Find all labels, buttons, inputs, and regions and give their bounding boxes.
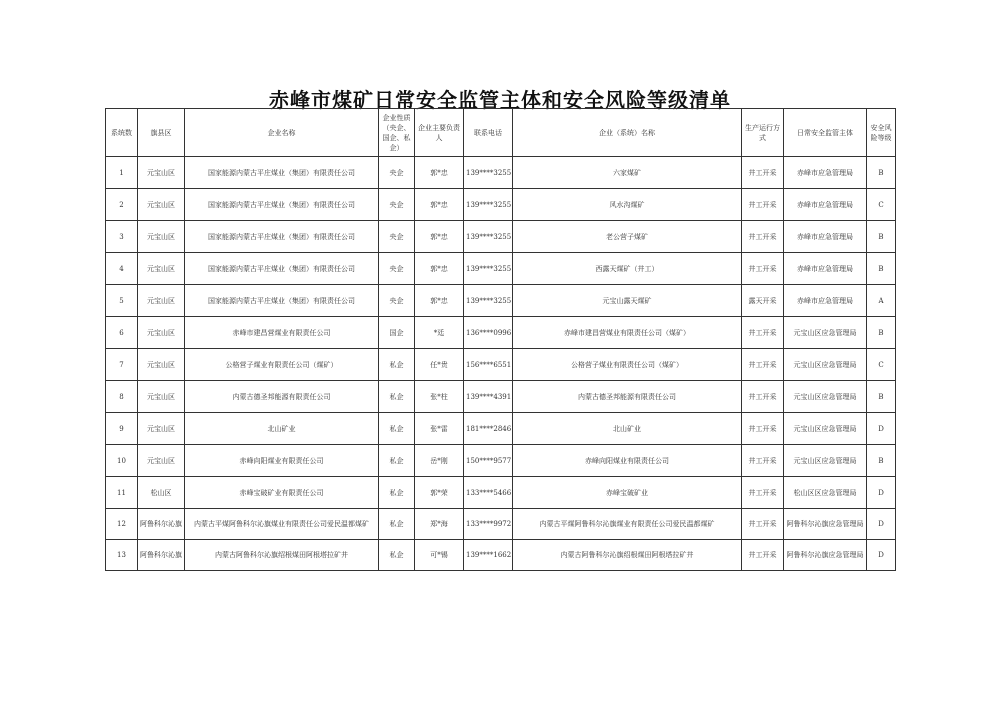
- cell-phone: 133****9972: [464, 509, 513, 540]
- cell-risk-level: C: [867, 349, 896, 381]
- cell-risk-level: B: [867, 445, 896, 477]
- cell-county: 元宝山区: [138, 445, 185, 477]
- cell-system-name: 内蒙古阿鲁科尔沁旗绍根煤田阿根塔拉矿井: [513, 540, 742, 571]
- cell-county: 元宝山区: [138, 157, 185, 189]
- cell-risk-level: B: [867, 253, 896, 285]
- cell-company: 国家能源内蒙古平庄煤业（集团）有限责任公司: [185, 285, 379, 317]
- cell-company: 国家能源内蒙古平庄煤业（集团）有限责任公司: [185, 157, 379, 189]
- cell-ownership: 国企: [379, 317, 415, 349]
- col-header-phone: 联系电话: [464, 109, 513, 157]
- cell-ownership: 央企: [379, 189, 415, 221]
- cell-company: 赤峰向阳煤业有限责任公司: [185, 445, 379, 477]
- cell-system-name: 元宝山露天煤矿: [513, 285, 742, 317]
- cell-ownership: 私企: [379, 477, 415, 509]
- cell-county: 阿鲁科尔沁旗: [138, 509, 185, 540]
- cell-mining-method: 井工开采: [742, 381, 784, 413]
- cell-index: 7: [106, 349, 138, 381]
- header-row: [106, 109, 896, 157]
- cell-ownership: 央企: [379, 157, 415, 189]
- cell-phone: 139****3255: [464, 285, 513, 317]
- table-row: [106, 509, 896, 540]
- cell-risk-level: B: [867, 317, 896, 349]
- cell-county: 元宝山区: [138, 221, 185, 253]
- cell-phone: 139****1662: [464, 540, 513, 571]
- cell-company: 国家能源内蒙古平庄煤业（集团）有限责任公司: [185, 189, 379, 221]
- cell-system-name: 西露天煤矿（井工）: [513, 253, 742, 285]
- col-header-index: 系统数: [106, 109, 138, 157]
- cell-supervisor: 松山区区应急管理局: [784, 477, 867, 509]
- cell-county: 元宝山区: [138, 253, 185, 285]
- cell-supervisor: 赤峰市应急管理局: [784, 285, 867, 317]
- col-header-principal: 企业主要负责人: [415, 109, 464, 157]
- table-row: [106, 189, 896, 221]
- cell-company: 赤峰市建昌营煤业有限责任公司: [185, 317, 379, 349]
- cell-mining-method: 井工开采: [742, 477, 784, 509]
- table-row: [106, 477, 896, 509]
- cell-company: 赤峰宝破矿业有限责任公司: [185, 477, 379, 509]
- cell-county: 元宝山区: [138, 317, 185, 349]
- cell-principal: 郭*忠: [415, 157, 464, 189]
- cell-ownership: 私企: [379, 413, 415, 445]
- cell-ownership: 央企: [379, 253, 415, 285]
- cell-ownership: 央企: [379, 221, 415, 253]
- table-row: [106, 540, 896, 571]
- cell-company: 国家能源内蒙古平庄煤业（集团）有限责任公司: [185, 253, 379, 285]
- table-row: [106, 381, 896, 413]
- cell-index: 2: [106, 189, 138, 221]
- cell-ownership: 私企: [379, 381, 415, 413]
- cell-ownership: 私企: [379, 540, 415, 571]
- table-row: [106, 349, 896, 381]
- cell-risk-level: B: [867, 381, 896, 413]
- cell-index: 11: [106, 477, 138, 509]
- cell-mining-method: 井工开采: [742, 509, 784, 540]
- cell-index: 3: [106, 221, 138, 253]
- cell-principal: 郑*海: [415, 509, 464, 540]
- cell-index: 10: [106, 445, 138, 477]
- cell-supervisor: 阿鲁科尔沁旗应急管理局: [784, 509, 867, 540]
- cell-supervisor: 阿鲁科尔沁旗应急管理局: [784, 540, 867, 571]
- cell-supervisor: 赤峰市应急管理局: [784, 221, 867, 253]
- col-header-county: 旗县区: [138, 109, 185, 157]
- cell-principal: 郭*荣: [415, 477, 464, 509]
- cell-phone: 181****2846: [464, 413, 513, 445]
- cell-county: 松山区: [138, 477, 185, 509]
- cell-principal: 任*贵: [415, 349, 464, 381]
- cell-company: 内蒙古德圣邦能源有限责任公司: [185, 381, 379, 413]
- cell-principal: *廷: [415, 317, 464, 349]
- cell-ownership: 私企: [379, 445, 415, 477]
- cell-system-name: 赤峰向阳煤业有限责任公司: [513, 445, 742, 477]
- cell-index: 13: [106, 540, 138, 571]
- cell-index: 6: [106, 317, 138, 349]
- cell-system-name: 公格营子煤业有限责任公司（煤矿）: [513, 349, 742, 381]
- cell-supervisor: 元宝山区应急管理局: [784, 413, 867, 445]
- cell-supervisor: 元宝山区应急管理局: [784, 349, 867, 381]
- col-header-supervisor: 日常安全监管主体: [784, 109, 867, 157]
- cell-principal: 郭*忠: [415, 285, 464, 317]
- cell-system-name: 内蒙古德圣邦能源有限责任公司: [513, 381, 742, 413]
- cell-mining-method: 井工开采: [742, 157, 784, 189]
- cell-mining-method: 井工开采: [742, 445, 784, 477]
- table-row: [106, 445, 896, 477]
- cell-principal: 郭*忠: [415, 221, 464, 253]
- cell-county: 元宝山区: [138, 413, 185, 445]
- cell-principal: 可*锡: [415, 540, 464, 571]
- cell-supervisor: 元宝山区应急管理局: [784, 445, 867, 477]
- cell-principal: 郭*忠: [415, 253, 464, 285]
- cell-system-name: 赤峰宝破矿业: [513, 477, 742, 509]
- cell-index: 1: [106, 157, 138, 189]
- cell-system-name: 北山矿业: [513, 413, 742, 445]
- cell-ownership: 央企: [379, 285, 415, 317]
- cell-risk-level: B: [867, 221, 896, 253]
- cell-company: 内蒙古平煤阿鲁科尔沁旗煤业有限责任公司爱民温都煤矿: [185, 509, 379, 540]
- cell-risk-level: A: [867, 285, 896, 317]
- cell-phone: 139****3255: [464, 157, 513, 189]
- col-header-mining-method: 生产运行方式: [742, 109, 784, 157]
- cell-risk-level: D: [867, 509, 896, 540]
- table-row: [106, 253, 896, 285]
- cell-supervisor: 赤峰市应急管理局: [784, 189, 867, 221]
- table-row: [106, 413, 896, 445]
- cell-ownership: 私企: [379, 509, 415, 540]
- cell-mining-method: 井工开采: [742, 540, 784, 571]
- cell-principal: 岳*刚: [415, 445, 464, 477]
- cell-phone: 139****3255: [464, 253, 513, 285]
- cell-supervisor: 赤峰市应急管理局: [784, 157, 867, 189]
- cell-supervisor: 元宝山区应急管理局: [784, 317, 867, 349]
- cell-county: 元宝山区: [138, 285, 185, 317]
- cell-system-name: 赤峰市建昌营煤业有限责任公司（煤矿）: [513, 317, 742, 349]
- cell-company: 公格营子煤业有限责任公司（煤矿）: [185, 349, 379, 381]
- cell-index: 12: [106, 509, 138, 540]
- col-header-risk-level: 安全风险等级: [867, 109, 896, 157]
- page-title: 赤峰市煤矿日常安全监管主体和安全风险等级清单: [269, 88, 731, 112]
- cell-county: 元宝山区: [138, 189, 185, 221]
- col-header-system-name: 企业（系统）名称: [513, 109, 742, 157]
- cell-mining-method: 井工开采: [742, 349, 784, 381]
- cell-company: 北山矿业: [185, 413, 379, 445]
- cell-risk-level: D: [867, 413, 896, 445]
- col-header-ownership: 企业性质（央企、国企、私企）: [379, 109, 415, 157]
- cell-county: 元宝山区: [138, 349, 185, 381]
- cell-system-name: 六家煤矿: [513, 157, 742, 189]
- cell-system-name: 内蒙古平煤阿鲁科尔沁旗煤业有限责任公司爱民温都煤矿: [513, 509, 742, 540]
- cell-risk-level: B: [867, 157, 896, 189]
- cell-index: 8: [106, 381, 138, 413]
- cell-mining-method: 井工开采: [742, 413, 784, 445]
- cell-phone: 133****5466: [464, 477, 513, 509]
- cell-phone: 136****0996: [464, 317, 513, 349]
- cell-phone: 139****4391: [464, 381, 513, 413]
- cell-company: 内蒙古阿鲁科尔沁旗绍根煤田阿根塔拉矿井: [185, 540, 379, 571]
- cell-mining-method: 露天开采: [742, 285, 784, 317]
- cell-phone: 139****3255: [464, 221, 513, 253]
- table-row: [106, 317, 896, 349]
- cell-ownership: 私企: [379, 349, 415, 381]
- cell-phone: 150****9577: [464, 445, 513, 477]
- cell-risk-level: C: [867, 189, 896, 221]
- cell-phone: 139****3255: [464, 189, 513, 221]
- cell-principal: 张*雷: [415, 413, 464, 445]
- table-row: [106, 157, 896, 189]
- cell-mining-method: 井工开采: [742, 189, 784, 221]
- table-row: [106, 285, 896, 317]
- cell-county: 元宝山区: [138, 381, 185, 413]
- col-header-company: 企业名称: [185, 109, 379, 157]
- cell-phone: 156****6551: [464, 349, 513, 381]
- cell-mining-method: 井工开采: [742, 253, 784, 285]
- cell-system-name: 老公营子煤矿: [513, 221, 742, 253]
- cell-mining-method: 井工开采: [742, 221, 784, 253]
- cell-system-name: 风水沟煤矿: [513, 189, 742, 221]
- cell-index: 5: [106, 285, 138, 317]
- cell-mining-method: 井工开采: [742, 317, 784, 349]
- safety-risk-table: [105, 108, 896, 571]
- cell-supervisor: 元宝山区应急管理局: [784, 381, 867, 413]
- table-row: [106, 221, 896, 253]
- cell-principal: 张*柱: [415, 381, 464, 413]
- cell-company: 国家能源内蒙古平庄煤业（集团）有限责任公司: [185, 221, 379, 253]
- cell-risk-level: D: [867, 540, 896, 571]
- cell-risk-level: D: [867, 477, 896, 509]
- cell-index: 4: [106, 253, 138, 285]
- cell-county: 阿鲁科尔沁旗: [138, 540, 185, 571]
- cell-index: 9: [106, 413, 138, 445]
- cell-principal: 郭*忠: [415, 189, 464, 221]
- cell-supervisor: 赤峰市应急管理局: [784, 253, 867, 285]
